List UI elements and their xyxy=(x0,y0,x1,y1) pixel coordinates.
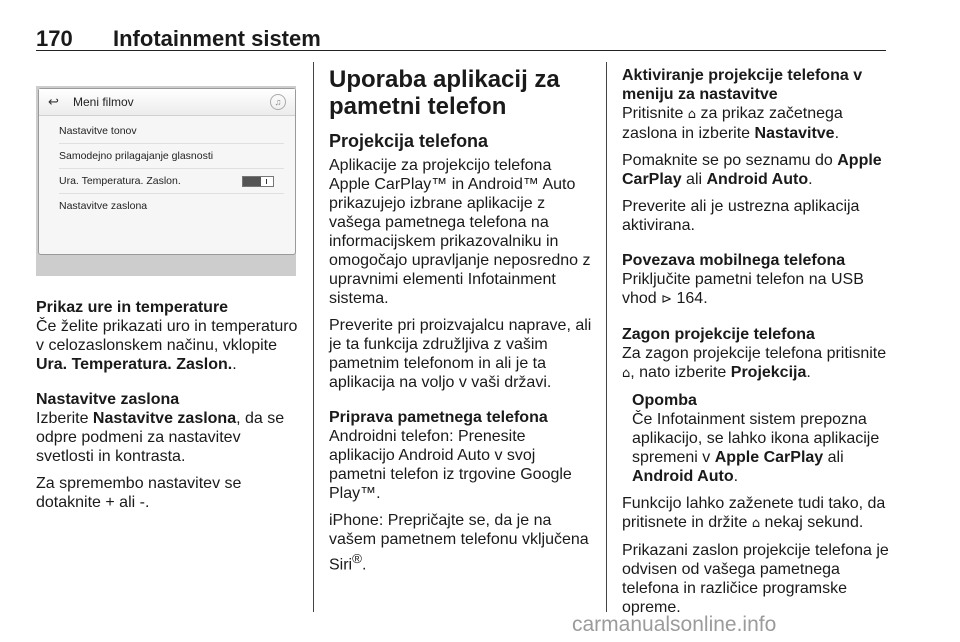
paragraph-displayed-screen: Prikazani zaslon projekcije telefona je odvisen od vašega pametnega telefona in različice programske opreme. xyxy=(622,542,889,616)
toggle-switch xyxy=(242,176,274,187)
menu-item-label: Ura. Temperatura. Zaslon. xyxy=(59,175,181,187)
paragraph-start: Za zagon projekcije telefona pritisnite ⌂, nato izberite Projekcija. xyxy=(622,345,887,381)
paragraph-android: Androidni telefon: Prenesite aplikacijo Android Auto v svoj pametni telefon iz trgovine Google Play™. xyxy=(329,428,572,502)
paragraph-press-hold: Funkcijo lahko zaženete tudi tako, da pritisnete in držite ⌂ nekaj sekund. xyxy=(622,495,886,531)
paragraph-activate-1: Pritisnite ⌂ za prikaz začetnega zaslona in izberite Nastavitve. xyxy=(622,105,843,142)
screen-title-bar xyxy=(39,89,295,116)
menu-item-display-settings: Nastavitve zaslona xyxy=(59,200,148,212)
note-title: Opomba xyxy=(632,392,697,409)
section-title: Uporaba aplikacij za pametni telefon xyxy=(329,66,560,120)
heading-activate-projection: Aktiviranje projekcije telefona v meniju za nastavitve xyxy=(622,67,863,103)
screenshot-panel xyxy=(36,86,296,276)
note-text: Če Infotainment sistem prepozna aplikacijo, se lahko ikona aplikacije spremeni v Apple CarPlay ali Android Auto. xyxy=(632,411,880,485)
paragraph-compatibility: Preverite pri proizvajalcu naprave, ali je ta funkcija združljiva z vašim pametnim telefonom in ali je ta aplikacija na voljo v vaši državi. xyxy=(329,317,592,391)
infotainment-screen xyxy=(38,88,296,255)
back-arrow-icon: ↩ xyxy=(48,94,59,109)
toggle-mark xyxy=(266,179,267,184)
column-1 xyxy=(36,298,298,520)
home-icon: ⌂ xyxy=(687,107,697,122)
menu-item-auto-volume: Samodejno prilagajanje glasnosti xyxy=(59,144,284,169)
note-box xyxy=(632,391,890,486)
home-icon: ⌂ xyxy=(751,516,761,531)
menu-item-tone-settings: Nastavitve tonov xyxy=(59,119,284,144)
paragraph-clock: Če želite prikazati uro in temperaturo v celozaslonskem načinu, vklopite Ura. Temperatura. Zaslon.. xyxy=(36,318,298,373)
page-header xyxy=(36,26,886,51)
watermark: carmanualsonline.info xyxy=(572,613,777,636)
page-number: 170 xyxy=(36,26,73,51)
column-divider-2 xyxy=(606,62,607,612)
column-3 xyxy=(622,66,890,625)
screen-title: Meni filmov xyxy=(73,95,134,109)
subsection-title: Projekcija telefona xyxy=(329,131,489,151)
heading-clock-temperature: Prikaz ure in temperature xyxy=(36,299,229,316)
chapter-title: Infotainment sistem xyxy=(113,26,321,51)
paragraph-activate-2: Pomaknite se po seznamu do Apple CarPlay ali Android Auto. xyxy=(622,152,882,188)
heading-start-projection: Zagon projekcije telefona xyxy=(622,326,815,343)
heading-connect-phone: Povezava mobilnega telefona xyxy=(622,252,846,269)
column-2 xyxy=(329,66,595,582)
music-note-icon: ♫ xyxy=(270,94,286,110)
menu-item-clock-temp-display xyxy=(59,169,284,194)
paragraph-iphone: iPhone: Prepričajte se, da je na vašem pametnem telefonu vključena Siri®. xyxy=(329,512,589,574)
paragraph-projection-intro: Aplikacije za projekcijo telefona Apple CarPlay™ in Android™ Auto prikazujejo izbrane aplikacije z vašega pametnega telefona na informacijskem prikazovalniku in omogočajo upravljanje neposredno z upravnimi elementi Infotainment sistema. xyxy=(329,157,591,307)
heading-phone-preparation: Priprava pametnega telefona xyxy=(329,409,548,426)
paragraph-display: Izberite Nastavitve zaslona, da se odpre podmeni za nastavitev svetlosti in kontrasta. xyxy=(36,410,285,465)
paragraph-change-settings: Za spremembo nastavitev se dotaknite + ali -. xyxy=(36,475,242,511)
home-icon: ⌂ xyxy=(622,366,631,381)
paragraph-connect: Priključite pametni telefon na USB vhod ⊳ 164. xyxy=(622,271,864,307)
heading-display-settings: Nastavitve zaslona xyxy=(36,391,180,408)
page-reference-icon: ⊳ xyxy=(661,292,673,307)
column-divider-1 xyxy=(313,62,314,612)
toggle-knob xyxy=(243,177,261,186)
paragraph-activate-3: Preverite ali je ustrezna aplikacija aktivirana. xyxy=(622,198,860,234)
